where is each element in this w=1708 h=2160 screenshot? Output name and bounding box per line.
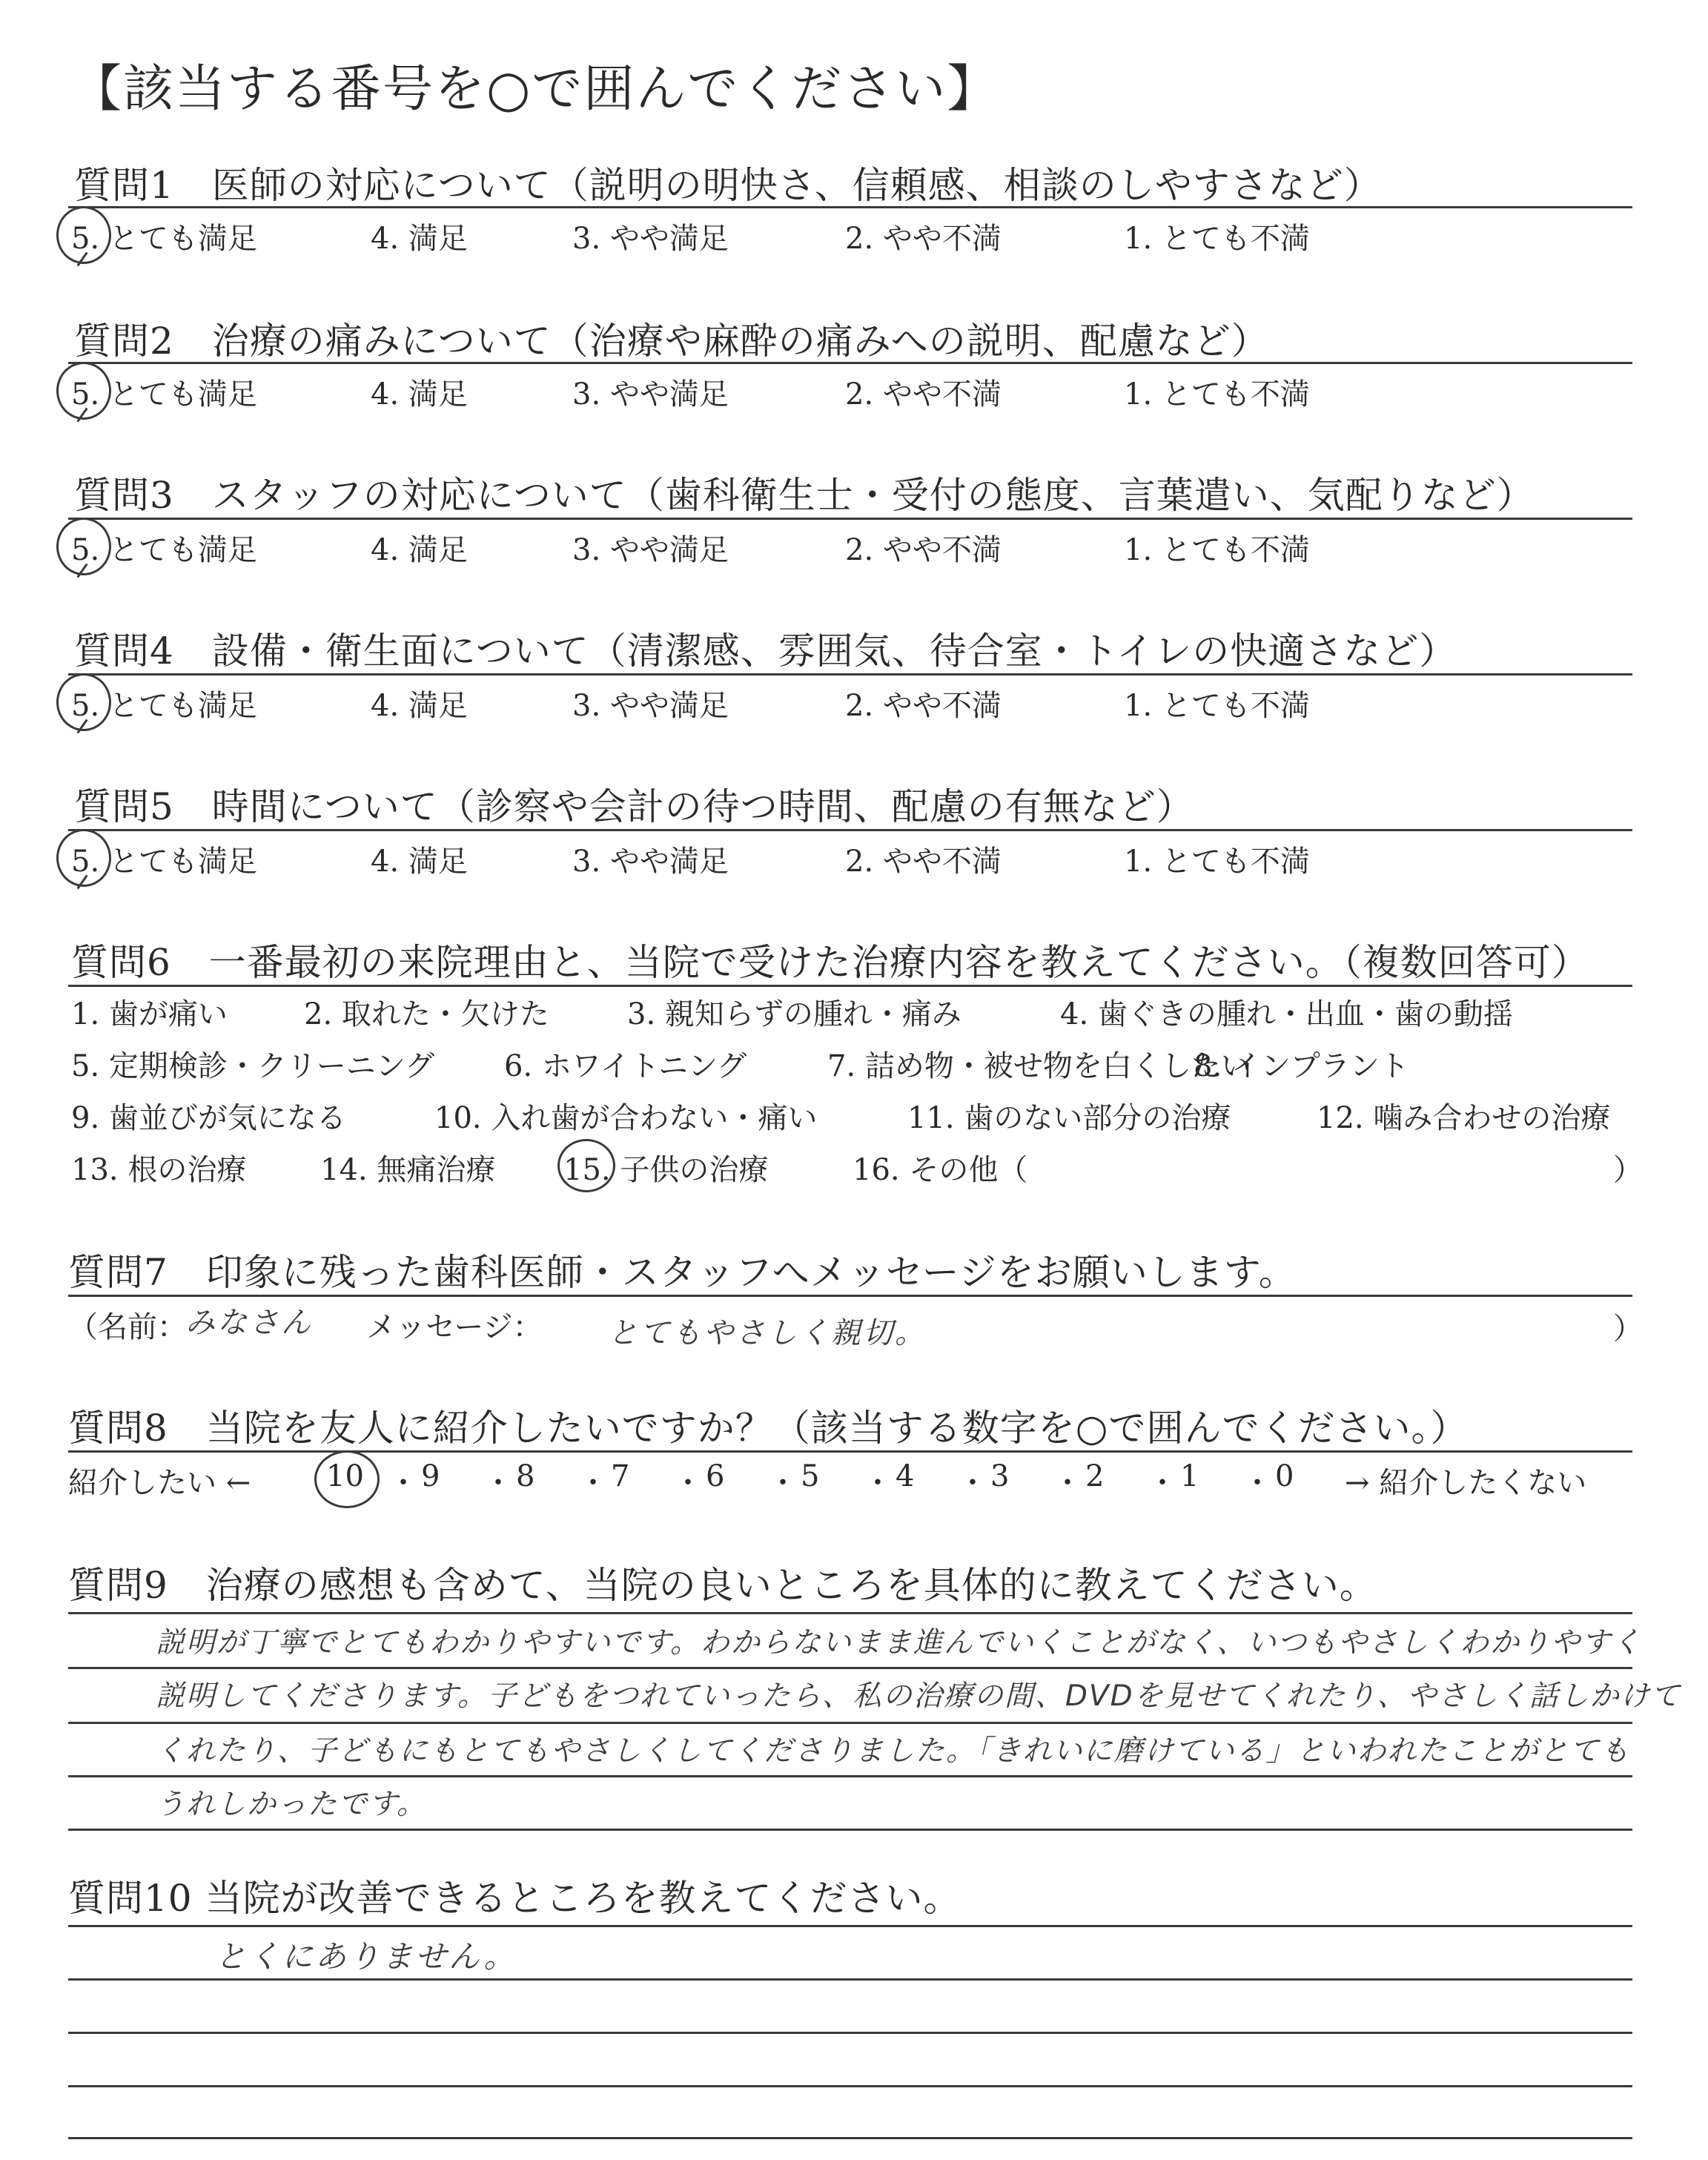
q4-option-4[interactable]: 4. 満足 [371,689,468,723]
q7-message-label: メッセージ： [366,1310,543,1344]
q2-title: 質問2 治療の痛みについて（治療や麻酔の痛みへの説明、配慮など） [74,320,1269,363]
q6-rule [68,985,1632,987]
q4-option-1[interactable]: 1. とても不満 [1124,689,1310,723]
q10-rule-2 [68,1978,1632,1981]
q1-options [0,215,1708,260]
q8-separator: ・ [673,1466,703,1500]
q4-title: 質問4 設備・衛生面について（清潔感、雰囲気、待合室・トイレの快適さなど） [74,630,1457,673]
q3-option-2[interactable]: 2. やや不満 [845,533,1002,567]
q1-title: 質問1 医師の対応について（説明の明快さ、信頼感、相談のしやすさなど） [74,164,1382,207]
q8-separator: ・ [388,1466,418,1500]
q6-option-7[interactable]: 7. 詰め物・被せ物を白くしたい [827,1049,1251,1083]
q8-scale-4[interactable]: 4 [896,1459,915,1493]
q6-option-9[interactable]: 9. 歯並びが気になる [71,1101,346,1135]
q7-message-value: とてもやさしく親切。 [608,1316,927,1350]
q10-rule-4 [68,2085,1632,2087]
q2-rule [68,362,1632,364]
q6-option-1[interactable]: 1. 歯が痛い [71,997,228,1031]
q3-rule [68,518,1632,520]
q8-right-label: → 紹介したくない [1345,1466,1587,1500]
q2-option-2[interactable]: 2. やや不満 [845,377,1002,412]
q6-option-2[interactable]: 2. 取れた・欠けた [304,997,549,1031]
q7-close-paren: ） [1613,1312,1643,1346]
q10-rule-5 [68,2137,1632,2139]
q3-options [0,526,1708,571]
q9-rule-2 [68,1667,1632,1669]
q6-option-10[interactable]: 10. 入れ歯が合わない・痛い [434,1101,818,1135]
q8-separator: ・ [1242,1466,1272,1500]
q9-rule-3 [68,1722,1632,1724]
q1-option-2[interactable]: 2. やや不満 [845,222,1002,256]
q9-answer-line-3: くれたり、子どもにもとてもやさしくしてくださりました。「きれいに磨けている」といわれたことがとても [156,1734,1631,1768]
q8-scale-3[interactable]: 3 [990,1459,1010,1493]
q1-option-1[interactable]: 1. とても不満 [1124,222,1310,256]
q3-title: 質問3 スタッフの対応について（歯科衛生士・受付の態度、言葉遣い、気配りなど） [74,474,1535,517]
q6-option-8[interactable]: 8. インプラント [1194,1049,1409,1083]
q2-option-3[interactable]: 3. やや満足 [572,377,729,412]
q3-option-1[interactable]: 1. とても不満 [1124,533,1310,567]
q3-option-4[interactable]: 4. 満足 [371,533,468,567]
q1-rule [68,206,1632,208]
q8-scale-9[interactable]: 9 [421,1459,440,1493]
q6-option-5[interactable]: 5. 定期検診・クリーニング [71,1049,435,1083]
q10-rule-3 [68,2032,1632,2034]
q5-options [0,838,1708,882]
header-instruction: 【該当する番号を○で囲んでください】 [71,60,999,119]
q6-option-12[interactable]: 12. 噛み合わせの治療 [1317,1101,1611,1135]
q4-option-5[interactable]: 5. とても満足 [71,689,257,723]
q6-option-11[interactable]: 11. 歯のない部分の治療 [907,1101,1231,1135]
q6-close-paren: ） [1613,1153,1643,1187]
q5-option-2[interactable]: 2. やや不満 [845,845,1002,879]
q8-title: 質問8 当院を友人に紹介したいですか？（該当する数字を○で囲んでください。） [68,1407,1469,1450]
q8-scale-8[interactable]: 8 [516,1459,535,1493]
q7-name-label: （名前： [68,1310,187,1344]
q6-option-6[interactable]: 6. ホワイトニング [504,1049,747,1083]
q3-option-5[interactable]: 5. とても満足 [71,533,257,567]
q6-option-15[interactable]: 15. 子供の治療 [563,1153,769,1187]
q6-selected-circle [557,1139,615,1192]
q4-rule [68,673,1632,676]
q10-title: 質問10 当院が改善できるところを教えてください。 [68,1877,961,1920]
q10-rule-1 [68,1925,1632,1927]
q8-separator: ・ [768,1466,798,1500]
q8-selected-circle [314,1450,380,1508]
q8-separator: ・ [863,1466,893,1500]
q3-option-3[interactable]: 3. やや満足 [572,533,729,567]
q6-option-16[interactable]: 16. その他（ [853,1153,1028,1187]
q6-option-13[interactable]: 13. 根の治療 [71,1153,247,1187]
q8-separator: ・ [578,1466,608,1500]
q7-name-value: みなさん [185,1306,313,1340]
q1-option-3[interactable]: 3. やや満足 [572,222,729,256]
q2-options [0,371,1708,415]
q5-option-3[interactable]: 3. やや満足 [572,845,729,879]
q8-scale-10[interactable]: 10 [326,1459,364,1493]
q6-option-4[interactable]: 4. 歯ぐきの腫れ・出血・歯の動揺 [1060,997,1513,1031]
q8-separator: ・ [1148,1466,1177,1500]
q7-title: 質問7 印象に残った歯科医師・スタッフへメッセージをお願いします。 [68,1251,1297,1294]
q4-option-3[interactable]: 3. やや満足 [572,689,729,723]
q8-scale-2[interactable]: 2 [1085,1459,1105,1493]
q9-rule-5 [68,1829,1632,1831]
q8-separator: ・ [1053,1466,1082,1500]
q8-separator: ・ [483,1466,513,1500]
q8-separator: ・ [958,1466,987,1500]
q1-option-5[interactable]: 5. とても満足 [71,222,257,256]
q10-answer-line-1: とくにありません。 [215,1938,517,1975]
q5-rule [68,829,1632,831]
q6-option-14[interactable]: 14. 無痛治療 [320,1153,496,1187]
q6-title: 質問6 一番最初の来院理由と、当院で受けた治療内容を教えてください。（複数回答可） [71,941,1589,984]
q8-scale-1[interactable]: 1 [1180,1459,1199,1493]
q2-option-1[interactable]: 1. とても不満 [1124,377,1310,412]
q5-option-5[interactable]: 5. とても満足 [71,845,257,879]
q8-scale-7[interactable]: 7 [611,1459,630,1493]
q4-options [0,682,1708,727]
q9-answer-line-4: うれしかったです。 [156,1788,427,1821]
q8-left-label: 紹介したい ← [68,1466,251,1500]
q9-answer-line-1: 説明が丁寧でとてもわかりやすいです。わからないまま進んでいくことがなく、いつもやさしくわかりやすく [156,1626,1643,1659]
q9-title: 質問9 治療の感想も含めて、当院の良いところを具体的に教えてください。 [68,1564,1377,1607]
q9-rule-4 [68,1775,1632,1777]
q9-answer-line-2: 説明してくださります。子どもをつれていったら、私の治療の間、DVDを見せてくれたり、やさしく話しかけて [156,1680,1681,1713]
q5-option-4[interactable]: 4. 満足 [371,845,468,879]
q5-option-1[interactable]: 1. とても不満 [1124,845,1310,879]
q4-option-2[interactable]: 2. やや不満 [845,689,1002,723]
q1-option-4[interactable]: 4. 満足 [371,222,468,256]
q8-rule [68,1450,1632,1453]
q2-option-5[interactable]: 5. とても満足 [71,377,257,412]
q8-scale-6[interactable]: 6 [706,1459,725,1493]
q7-rule [68,1295,1632,1297]
q2-option-4[interactable]: 4. 満足 [371,377,468,412]
q8-scale-0[interactable]: 0 [1275,1459,1294,1493]
q8-scale-5[interactable]: 5 [801,1459,820,1493]
q6-option-3[interactable]: 3. 親知らずの腫れ・痛み [627,997,961,1031]
q5-title: 質問5 時間について（診察や会計の待つ時間、配慮の有無など） [74,785,1194,828]
q9-rule-1 [68,1612,1632,1614]
